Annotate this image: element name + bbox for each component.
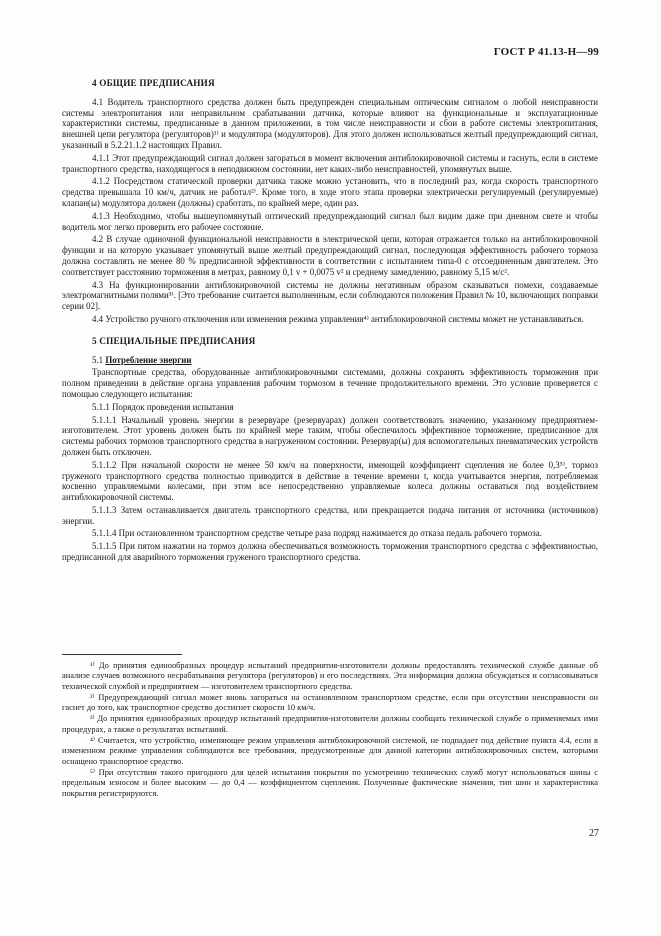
section-4-title: 4 ОБЩИЕ ПРЕДПИСАНИЯ <box>92 78 215 88</box>
subsection-5-1-number: 5.1 <box>92 354 104 365</box>
footnote-3: ³⁾ До принятия единообразных процедур испытаний предприятия-изготовители должны сообщать технической службе о применяемых ими процедурах, а также о результатах испытаний. <box>62 714 598 734</box>
paragraph-4-1-2: 4.1.2 Посредством статической проверки датчика также можно установить, что в последний раз, когда скорость транспортного средства превышала 10 км/ч, датчик не работал²⁾. Кроме того, в ходе этого этапа проверки электрически регулируемый (регулируемые) клапан(ы) модулятора должен (должны) сработать, по крайней мере, один раз. <box>62 176 598 208</box>
paragraph-5-1-1: 5.1.1 Порядок проведения испытания <box>92 401 234 412</box>
paragraph-4-1-3: 4.1.3 Необходимо, чтобы вышеупомянутый оптический предупреждающий сигнал был видим даже при дневном свете и чтобы водитель мог легко проверить его рабочее состояние. <box>62 210 598 232</box>
paragraph-5-1-1-1: 5.1.1.1 Начальный уровень энергии в резервуаре (резервуарах) должен соответствовать значению, указанному предприятием-изготовителем. Этот уровень должен быть по крайней мере таким, чтобы обеспечилось эффективное торможение, предписанное для системы рабочих тормозов транспортного средства в нагруженном состоянии. Резервуар(ы) для вспомогательных пневматических устройств должен быть отключен. <box>62 414 598 457</box>
footnote-divider <box>62 654 182 655</box>
subsection-5-1-title: Потребление энергии <box>105 354 192 365</box>
paragraph-5-1-1-3: 5.1.1.3 Затем останавливается двигатель транспортного средства, или прекращается подача питания от источника (источников) энергии. <box>62 504 598 526</box>
paragraph-4-1-1: 4.1.1 Этот предупреждающий сигнал должен загораться в момент включения антиблокировочной системы и гаснуть, если в системе транспортного средства, находящегося в неподвижном состоянии, нет каких-либо неисправностей, упомянутых выше. <box>62 152 598 174</box>
paragraph-5-1-1-2: 5.1.1.2 При начальной скорости не менее 50 км/ч на поверхности, имеющей коэффициент сцепления не более 0,3⁵⁾, тормоз груженого транспортного средства полностью приводится в действие в течение времени t, когда учитывается энергия, потребляемая косвенно управляемыми колесами, при этом все непосредственно управляемые колеса должны оставаться под воздействием антиблокировочной системы. <box>62 459 598 503</box>
footnote-4: ⁴⁾ Считается, что устройство, изменяющее режим управления антиблокировочной системой, не подпадает под действие пункта 4.4, если в измененном режиме управления соблюдаются все требования, предусмотренные для данной категории антиблокировочных систем, которыми оснащено транспортное средство. <box>62 736 598 766</box>
paragraph-5-1-1-5: 5.1.1.5 При пятом нажатии на тормоз должна обеспечиваться возможность торможения транспортного средства с эффективностью, предписанной для аварийного торможения груженого транспортного средства. <box>62 541 598 563</box>
footnote-2: ²⁾ Предупреждающий сигнал может вновь загораться на остановленном транспортном средстве, если при отсутствии неисправности он гаснет до того, как транспортное средство достигнет скорости 10 км/ч. <box>62 692 598 713</box>
footnote-5: ⁵⁾ При отсутствии такого пригодного для целей испытания покрытия по усмотрению технических служб могут использоваться шины с предельным износом и более высоким — до 0,4 — коэффициентом сцепления. Полученные фактические значения, тип шин и характеристика покрытия регистрируются. <box>62 767 598 798</box>
main-content <box>62 74 598 565</box>
footnote-1: ¹⁾ До принятия единообразных процедур испытаний предприятия-изготовители должны предоставлять технической службе данные об анализе случаев возможного несрабатывания регулятора (регуляторов) и его последствиях. Эта информация должна обсуждаться и согласовываться технической службой и предприятием — изготовителем транспортного средства. <box>62 661 598 691</box>
paragraph-4-2: 4.2 В случае одиночной функциональной неисправности в электрической цепи, которая отражается только на антиблокировочной функции и на которую указывает упомянутый выше желтый предупреждающий сигнал, последующая эффективность рабочего тормоза должна составлять не менее 80 % предписанной эффективности в соответствии с испытанием типа-0 с отсоединенным двигателем. Это соответствует расстоянию торможения в метрах, равному 0,1 v + 0,0075 v² и среднему замедлению, равному 5,15 м/с². <box>62 234 598 277</box>
paragraph-4-1: 4.1 Водитель транспортного средства должен быть предупрежден специальным оптическим сигналом о любой неисправности системы электропитания или неправильном срабатывании датчика, которые влияют на функциональные и эксплуатационные характеристики системы, предписанные в данном приложении, в том числе неисправности и сбои в работе системы электропитания, внешней цепи регулятора (регуляторов)¹⁾ и модулятора (модуляторов). Для этого должен использоваться желтый предупреждающий сигнал, указанный в 5.2.21.1.2 настоящих Правил. <box>62 96 598 150</box>
subsection-5-1-heading <box>62 355 598 366</box>
paragraph-5-1-intro: Транспортные средства, оборудованные антиблокировочными системами, должны сохранять эффективность торможения при полном приведении в действие органа управления рабочим тормозом в течение продолжительного времени. Это условие проверяется с помощью следующего испытания: <box>62 367 598 399</box>
section-5-title: 5 СПЕЦИАЛЬНЫЕ ПРЕДПИСАНИЯ <box>92 335 256 346</box>
page-number: 27 <box>589 828 599 839</box>
paragraph-4-4: 4.4 Устройство ручного отключения или изменения режима управления⁴⁾ антиблокировочной системы может не устанавливаться. <box>92 313 584 324</box>
paragraph-5-1-1-4: 5.1.1.4 При остановленном транспортном средстве четыре раза подряд нажимается до отказа педаль рабочего тормоза. <box>92 528 542 539</box>
footnotes <box>62 661 598 800</box>
paragraph-4-3: 4.3 На функционировании антиблокировочной системы не должны негативным образом сказываться помехи, создаваемые электромагнитными полями³⁾. [Это требование считается выполненным, если соблюдаются положения Правил № 10, включающих поправки серии 02]. <box>62 279 598 312</box>
standard-header: ГОСТ Р 41.13-Н—99 <box>493 46 599 58</box>
